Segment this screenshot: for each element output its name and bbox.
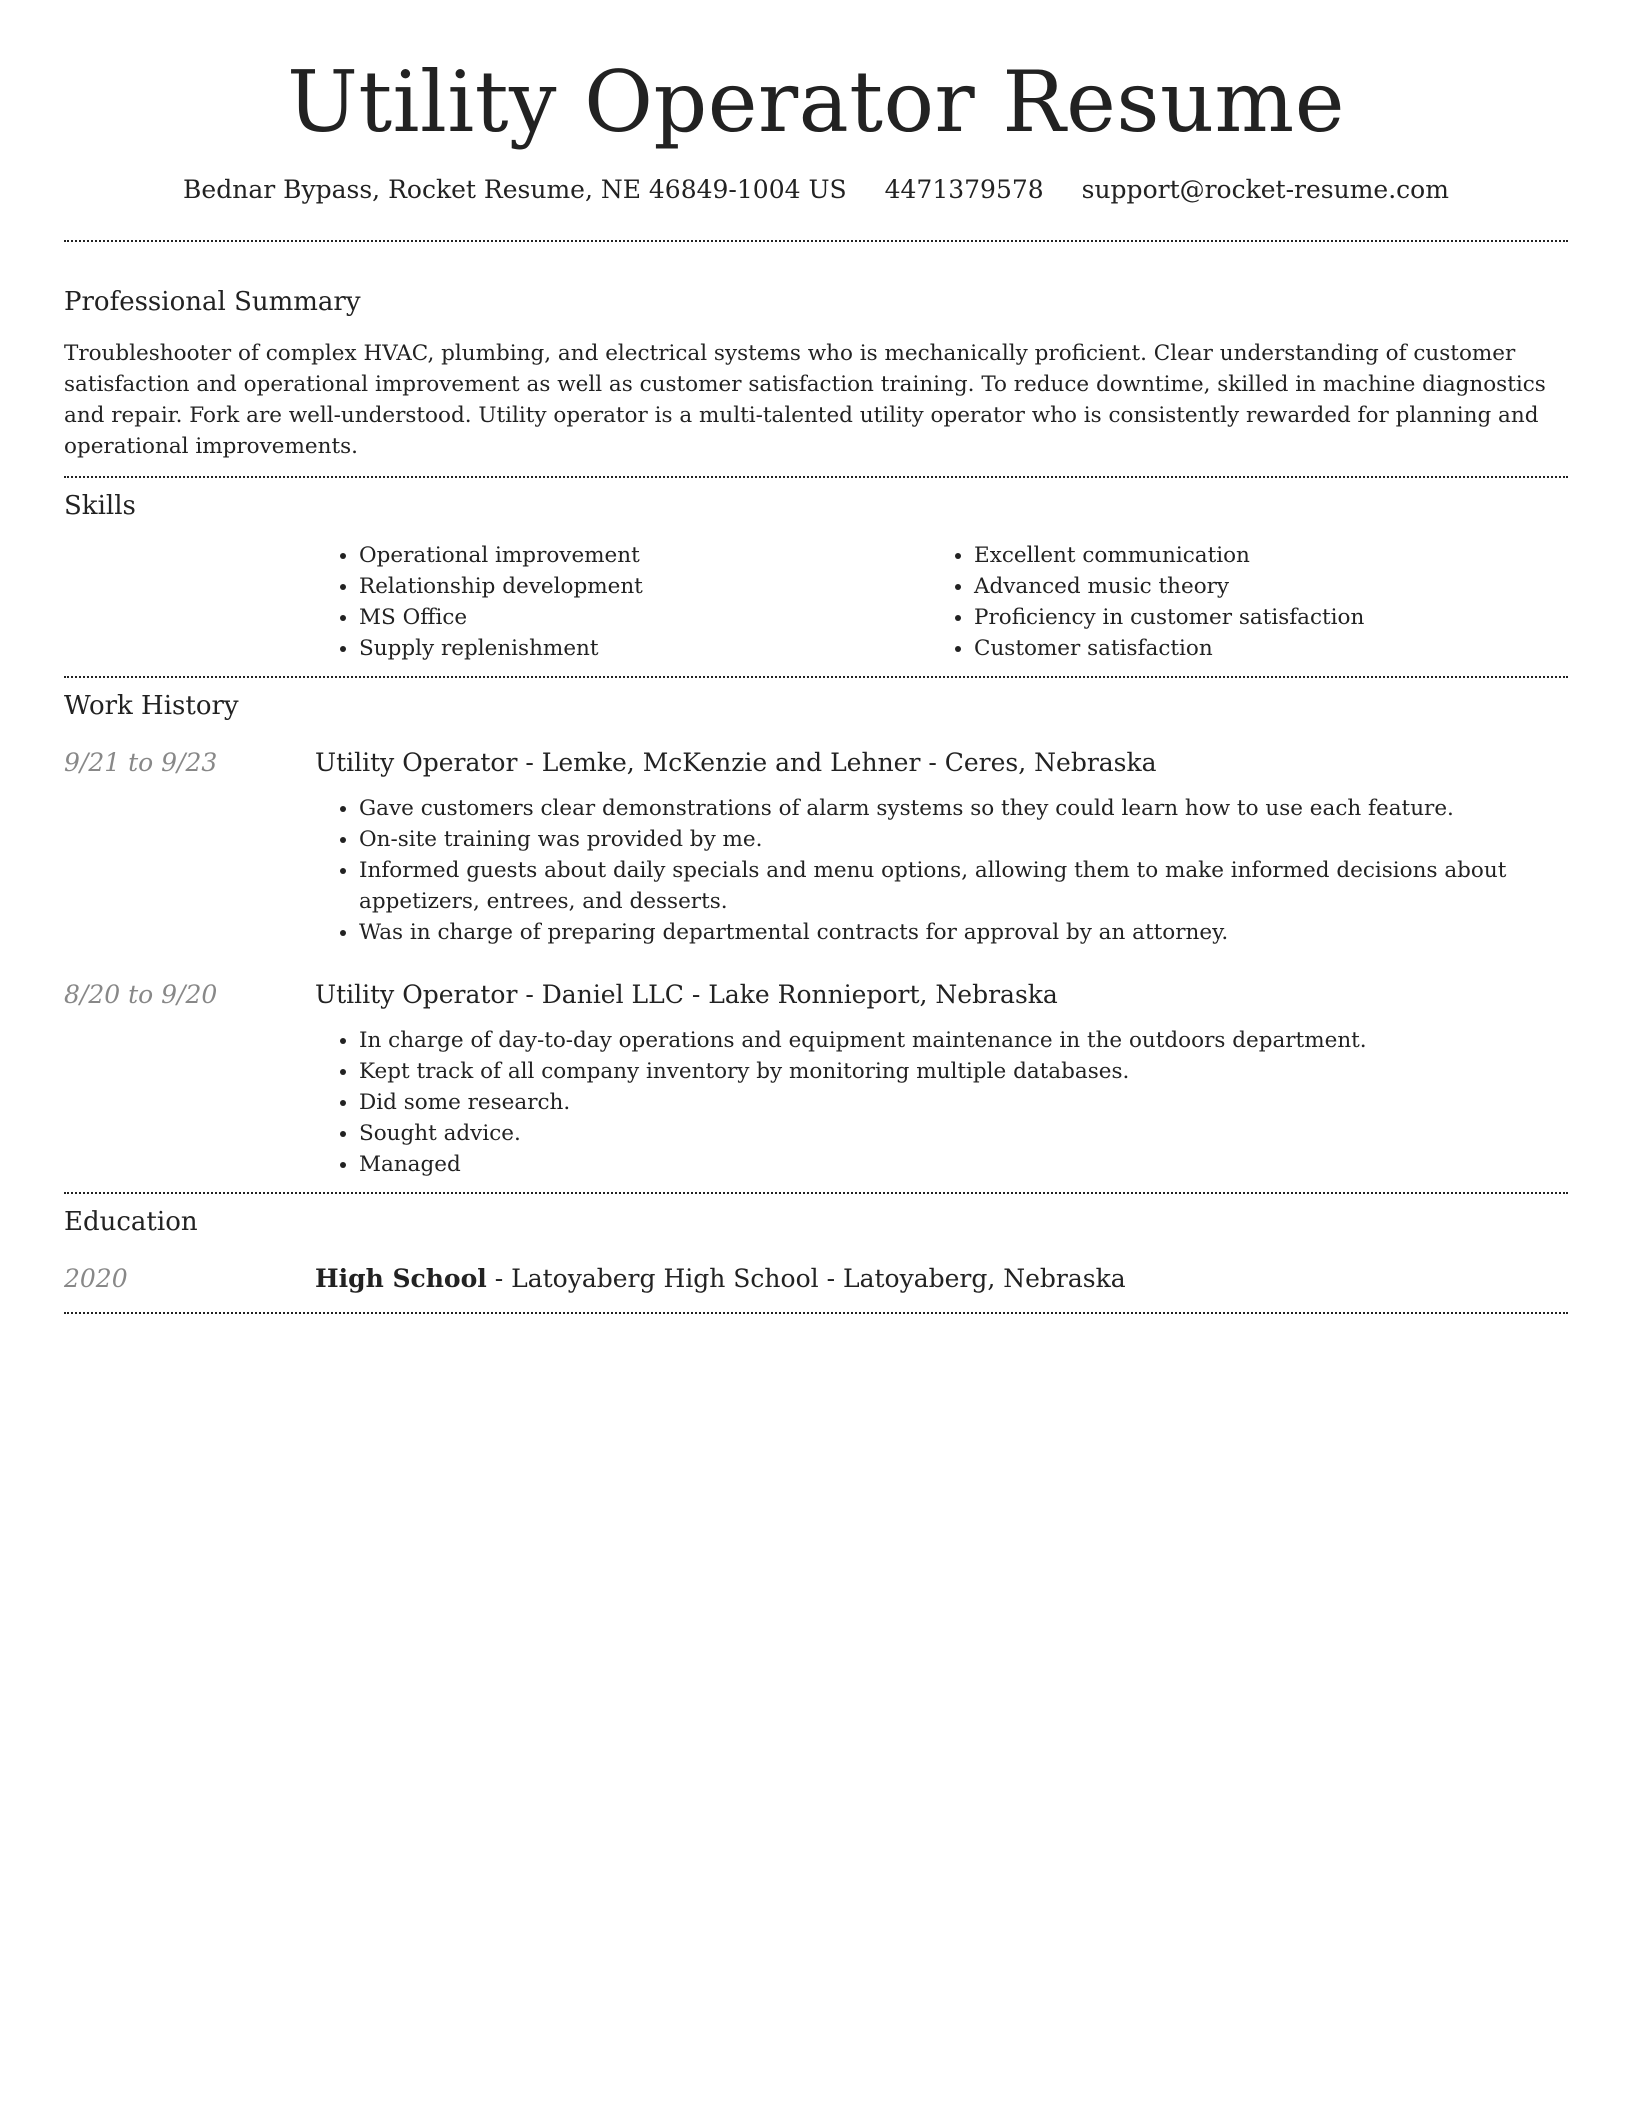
job-dates: 8/20 to 9/20 [64,979,218,1009]
job-heading [315,746,1568,780]
job-bullet: • Gave customers clear demonstrations of alarm systems so they could learn how to use each feature. [359,793,1568,824]
skill-item: • Supply replenishment [359,633,930,664]
work-history-section [64,678,1568,1192]
contact-line [64,175,1568,204]
education-heading: Education [64,1206,198,1237]
skill-item: • Advanced music theory [974,571,1545,602]
job-entry [64,978,1568,1192]
education-section [64,1194,1568,1296]
job-entry [64,746,1568,948]
job-title: Utility Operator [315,747,518,777]
education-degree: High School [315,1263,487,1293]
education-heading-line [315,1262,1568,1296]
contact-phone: 4471379578 [884,174,1044,204]
job-bullets [315,1025,1568,1180]
resume-title: Utility Operator Resume [287,53,1345,151]
skill-item: • Operational improvement [359,540,930,571]
skills-section [64,478,1568,664]
job-details [315,746,1568,948]
divider [64,1312,1568,1314]
contact-email: support@rocket-resume.com [1081,174,1449,204]
job-bullet: • Did some research. [359,1087,1568,1118]
summary-text: Troubleshooter of complex HVAC, plumbing, and electrical systems who is mechanically proficient. Clear understanding of customer satisfaction and operational improvement as well as customer satisfaction training. To reduce downtime, skilled in machine diagnostics and repair. Fork are well-understood. Utility operator is a multi-talented utility operator who is consistently rewarded for planning and operational improvements. [64,340,1546,459]
job-bullet: • Kept track of all company inventory by monitoring multiple databases. [359,1056,1568,1087]
education-school: - Latoyaberg High School - Latoyaberg, Nebraska [486,1263,1126,1293]
job-bullet: • On-site training was provided by me. [359,824,1568,855]
job-details [315,978,1568,1192]
job-bullet: • Sought advice. [359,1118,1568,1149]
job-bullet: • Managed [359,1149,1568,1180]
job-company: - Lemke, McKenzie and Lehner - Ceres, Nebraska [517,747,1157,777]
skill-item: • Proficiency in customer satisfaction [974,602,1545,633]
job-bullet: • Was in charge of preparing departmental contracts for approval by an attorney. [359,917,1568,948]
contact-address: Bednar Bypass, Rocket Resume, NE 46849-1004 US [183,174,847,204]
education-details [315,1262,1568,1296]
job-bullets [315,793,1568,948]
job-company: - Daniel LLC - Lake Ronnieport, Nebraska [517,979,1058,1009]
education-date: 2020 [64,1263,128,1293]
work-history-heading: Work History [64,690,239,721]
skills-list [315,540,1568,664]
skill-item: • Customer satisfaction [974,633,1545,664]
skill-item: • Relationship development [359,571,930,602]
skills-heading: Skills [64,490,136,521]
summary-section [64,242,1568,462]
job-heading [315,978,1568,1012]
job-title: Utility Operator [315,979,518,1009]
skills-column-left [315,540,930,664]
skill-item: • MS Office [359,602,930,633]
summary-heading: Professional Summary [64,286,361,317]
skill-item: • Excellent communication [974,540,1545,571]
job-bullet: • In charge of day-to-day operations and equipment maintenance in the outdoors department. [359,1025,1568,1056]
education-entry [64,1262,1568,1296]
skills-column-right [930,540,1545,664]
job-dates: 9/21 to 9/23 [64,747,218,777]
job-bullet: • Informed guests about daily specials and menu options, allowing them to make informed decisions about appetizers, entrees, and desserts. [359,855,1568,917]
